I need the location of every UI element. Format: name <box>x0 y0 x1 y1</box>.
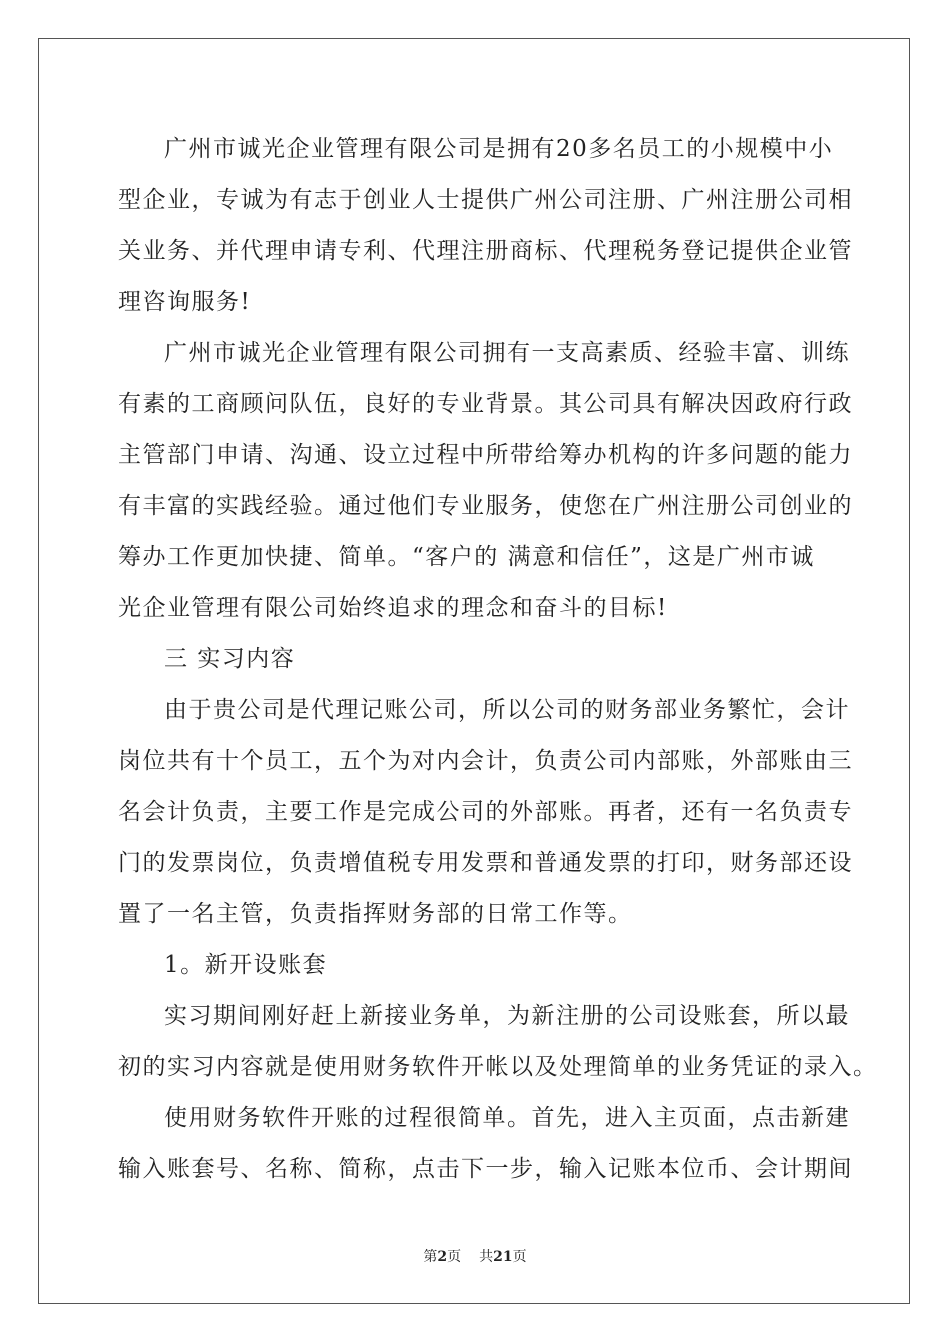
document-body <box>118 124 878 1195</box>
text-line: 广州市诚光企业管理有限公司拥有一支高素质、经验丰富、训练 <box>164 340 850 366</box>
total-suffix: 页 <box>512 1249 527 1265</box>
text-line: 广州市诚光企业管理有限公司是拥有20多名员工的小规模中小 <box>164 136 834 162</box>
text-line: 使用财务软件开账的过程很简单。首先，进入主页面，点击新建 <box>164 1105 850 1131</box>
text-line: 实习期间刚好赶上新接业务单，为新注册的公司设账套，所以最 <box>164 1003 850 1029</box>
text-line: 岗位共有十个员工，五个为对内会计，负责公司内部账，外部账由三 <box>118 748 853 774</box>
text-line: 由于贵公司是代理记账公司，所以公司的财务部业务繁忙，会计 <box>164 697 850 723</box>
text-line: 输入账套号、名称、简称，点击下一步，输入记账本位币、会计期间 <box>118 1156 853 1182</box>
text-line: 筹办工作更加快捷、简单。“客户的 满意和信任”，这是广州市诚 <box>118 544 815 570</box>
text-line: 有丰富的实践经验。通过他们专业服务，使您在广州注册公司创业的 <box>118 493 853 519</box>
text-line: 关业务、并代理申请专利、代理注册商标、代理税务登记提供企业管 <box>118 238 853 264</box>
text-line: 初的实习内容就是使用财务软件开帐以及处理简单的业务凭证的录入。 <box>118 1054 878 1080</box>
text-line: 有素的工商顾问队伍，良好的专业背景。其公司具有解决因政府行政 <box>118 391 853 417</box>
heading-text: 1。新开设账套 <box>164 952 328 978</box>
paragraph-company-intro <box>118 124 853 328</box>
subsection-heading <box>118 940 834 991</box>
section-heading <box>118 634 834 685</box>
text-line: 名会计负责，主要工作是完成公司的外部账。再者，还有一名负责专 <box>118 799 853 825</box>
page-suffix: 页 <box>447 1249 462 1265</box>
text-line: 门的发票岗位，负责增值税专用发票和普通发票的打印，财务部还设 <box>118 850 853 876</box>
text-line: 理咨询服务! <box>118 289 252 315</box>
total-pages: 21 <box>493 1249 513 1265</box>
heading-text: 三 实习内容 <box>164 646 296 672</box>
total-prefix: 共 <box>479 1249 494 1265</box>
text-line: 主管部门申请、沟通、设立过程中所带给筹办机构的许多问题的能力 <box>118 442 853 468</box>
text-line: 置了一名主管，负责指挥财务部的日常工作等。 <box>118 901 633 927</box>
page-number: 2 <box>437 1249 448 1265</box>
paragraph-software-setup <box>118 1093 853 1195</box>
text-line: 光企业管理有限公司始终追求的理念和奋斗的目标! <box>118 595 668 621</box>
paragraph-finance-dept <box>118 685 853 940</box>
paragraph-company-team <box>118 328 853 634</box>
page-prefix: 第 <box>423 1249 438 1265</box>
page-footer <box>0 1246 950 1266</box>
paragraph-internship <box>118 991 878 1093</box>
text-line: 型企业，专诚为有志于创业人士提供广州公司注册、广州注册公司相 <box>118 187 853 213</box>
